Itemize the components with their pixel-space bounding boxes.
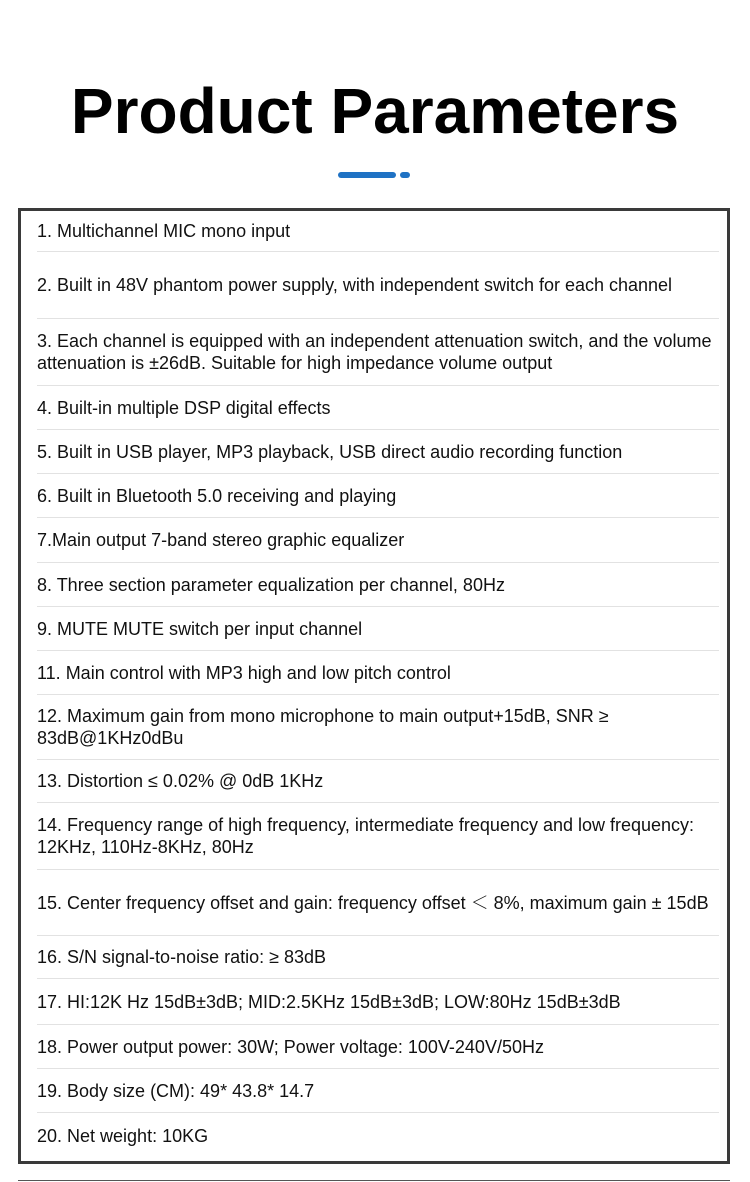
param-text: 9. MUTE MUTE switch per input channel: [37, 618, 363, 639]
param-row-9: [37, 607, 719, 651]
param-text: 18. Power output power: 30W; Power voltage: 100V-240V/50Hz: [37, 1036, 544, 1057]
param-row-11: [37, 651, 719, 695]
param-text: 17. HI:12K Hz 15dB±3dB; MID:2.5KHz 15dB±3dB; LOW:80Hz 15dB±3dB: [37, 991, 621, 1012]
param-row-7: [37, 518, 719, 563]
param-text: 8. Three section parameter equalization per channel, 80Hz: [37, 574, 505, 595]
param-row-13: [37, 760, 719, 803]
title-underline-accent: [338, 172, 396, 178]
param-text: 11. Main control with MP3 high and low pitch control: [37, 662, 451, 683]
param-row-5: [37, 430, 719, 474]
param-row-19: [37, 1069, 719, 1113]
param-row-14: [37, 803, 719, 870]
page-title: Product Parameters: [70, 75, 680, 147]
param-text: 5. Built in USB player, MP3 playback, USB direct audio recording function: [37, 441, 623, 462]
param-row-20: [37, 1113, 719, 1159]
param-row-16: [37, 936, 719, 979]
param-text: 16. S/N signal-to-noise ratio: ≥ 83dB: [37, 947, 327, 967]
param-row-6: [37, 474, 719, 518]
param-row-17: [37, 979, 719, 1025]
param-row-15: [37, 870, 719, 936]
param-row-18: [37, 1025, 719, 1069]
param-row-4: [37, 386, 719, 430]
param-text: 13. Distortion ≤ 0.02% @ 0dB 1KHz: [37, 771, 324, 791]
param-text: 6. Built in Bluetooth 5.0 receiving and playing: [37, 485, 397, 506]
param-row-2: [37, 252, 719, 319]
param-text: 20. Net weight: 10KG: [37, 1126, 209, 1146]
param-text: 19. Body size (CM): 49* 43.8* 14.7: [37, 1080, 315, 1101]
bottom-divider: [18, 1180, 730, 1181]
param-text: 15. Center frequency offset and gain: frequency offset ＜ 8%, maximum gain ± 15dB: [37, 892, 709, 913]
param-row-12: [37, 695, 719, 760]
param-text: 2. Built in 48V phantom power supply, with independent switch for each channel: [37, 275, 673, 295]
param-text: 12. Maximum gain from mono microphone to main output+15dB, SNR ≥ 83dB@1KHz0dBu: [37, 706, 609, 748]
param-text: 7.Main output 7-band stereo graphic equalizer: [37, 530, 405, 550]
param-row-3: [37, 319, 719, 386]
title-underline-dot: [400, 172, 410, 178]
param-text: 3. Each channel is equipped with an independent attenuation switch, and the volume attenuation is ±26dB. Suitable for high impedance volume output: [37, 331, 712, 373]
param-text: 4. Built-in multiple DSP digital effects: [37, 397, 331, 418]
parameters-table: [18, 208, 730, 1164]
param-text: 1. Multichannel MIC mono input: [37, 221, 291, 241]
param-row-1: [37, 211, 719, 252]
param-row-8: [37, 563, 719, 607]
param-text: 14. Frequency range of high frequency, intermediate frequency and low frequency: 12KHz, 110Hz-8KHz, 80Hz: [37, 815, 695, 857]
